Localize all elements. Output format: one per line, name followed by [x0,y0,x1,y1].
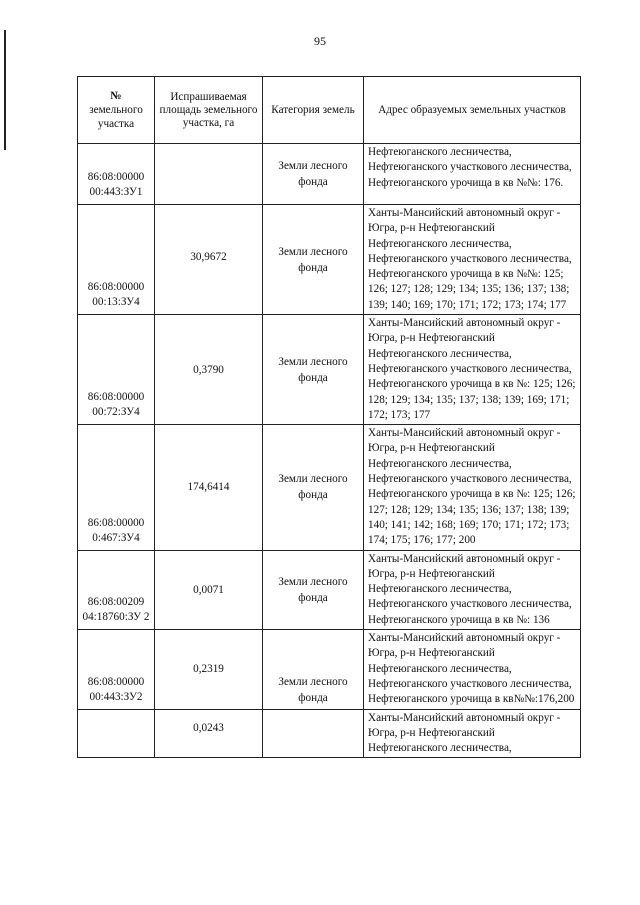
plot-address: Ханты-Мансийский автономный округ - Югра, р-н Нефтеюганский Нефтеюганского лесничества, Нефтеюганского участкового лесничества, Нефтеюганского урочища в кв №: 136 [364,550,581,629]
plot-address: Ханты-Мансийский автономный округ - Югра, р-н Нефтеюганский Нефтеюганского лесничества, [364,709,581,758]
plot-area: 0,0071 [155,550,263,629]
plot-number [78,709,155,758]
number-symbol: № [110,90,122,102]
plot-address: Ханты-Мансийский автономный округ - Югра, р-н Нефтеюганский Нефтеюганского лесничества, Нефтеюганского участкового лесничества, Нефтеюганского урочища в кв №№: 125; 126; 127; 128; 129; 134; 135; 136; 137; 138; 139; 140; 169; 170; 171; 172; 173; 174; 177 [364,205,581,315]
table-row [78,425,581,550]
plot-category: Земли лесного фонда [263,550,364,629]
plot-category: Земли лесного фонда [263,315,364,425]
table-row [78,205,581,315]
page-number: 95 [314,34,326,48]
plot-area: 174,6414 [155,425,263,550]
plot-number: 86:08:00209 04:18760:ЗУ 2 [78,550,155,629]
plot-category: Земли лесного фонда [263,144,364,205]
plot-number: 86:08:00000 00:443:ЗУ2 [78,630,155,709]
header-area: Испрашиваемая площадь земельного участка, га [155,77,263,144]
plot-address: Нефтеюганского лесничества, Нефтеюганского участкового лесничества, Нефтеюганского урочища в кв №№: 176. [364,144,581,205]
table-row [78,550,581,629]
plot-area: 0,0243 [155,709,263,758]
plot-area: 30,9672 [155,205,263,315]
plot-category: Земли лесного фонда [263,205,364,315]
plot-number: 86:08:00000 00:72:ЗУ4 [78,315,155,425]
header-plot-number-label: земельного участка [89,104,143,130]
table-row [78,709,581,758]
header-category: Категория земель [263,77,364,144]
plot-category: Земли лесного фонда [263,630,364,709]
plot-category [263,709,364,758]
plot-number: 86:08:00000 00:13:ЗУ4 [78,205,155,315]
header-plot-number [78,77,155,144]
plot-address: Ханты-Мансийский автономный округ - Югра, р-н Нефтеюганский Нефтеюганского лесничества, Нефтеюганского участкового лесничества, Нефтеюганского урочища в кв №: 125; 126; 128; 129; 134; 135; 137; 138; 139; 169; 171; 172; 173; 177 [364,315,581,425]
plot-number: 86:08:00000 00:443:ЗУ1 [78,144,155,205]
plot-category: Земли лесного фонда [263,425,364,550]
plot-area: 0,3790 [155,315,263,425]
table-header-row [78,77,581,144]
table-row [78,144,581,205]
table-row [78,315,581,425]
plot-area [155,144,263,205]
plot-address: Ханты-Мансийский автономный округ - Югра, р-н Нефтеюганский Нефтеюганского лесничества, Нефтеюганского участкового лесничества, Нефтеюганского урочища в кв№№:176,200 [364,630,581,709]
table-row [78,630,581,709]
plot-address: Ханты-Мансийский автономный округ - Югра, р-н Нефтеюганский Нефтеюганского лесничества, Нефтеюганского участкового лесничества, Нефтеюганского урочища в кв №: 125; 126; 127; 128; 129; 134; 135; 136; 137; 138; 139; 140; 141; 142; 168; 169; 170; 171; 172; 173; 174; 175; 176; 177; 200 [364,425,581,550]
header-address: Адрес образуемых земельных участков [364,77,581,144]
plot-area: 0,2319 [155,630,263,709]
plot-number: 86:08:00000 0:467:ЗУ4 [78,425,155,550]
land-plots-table [77,76,581,758]
